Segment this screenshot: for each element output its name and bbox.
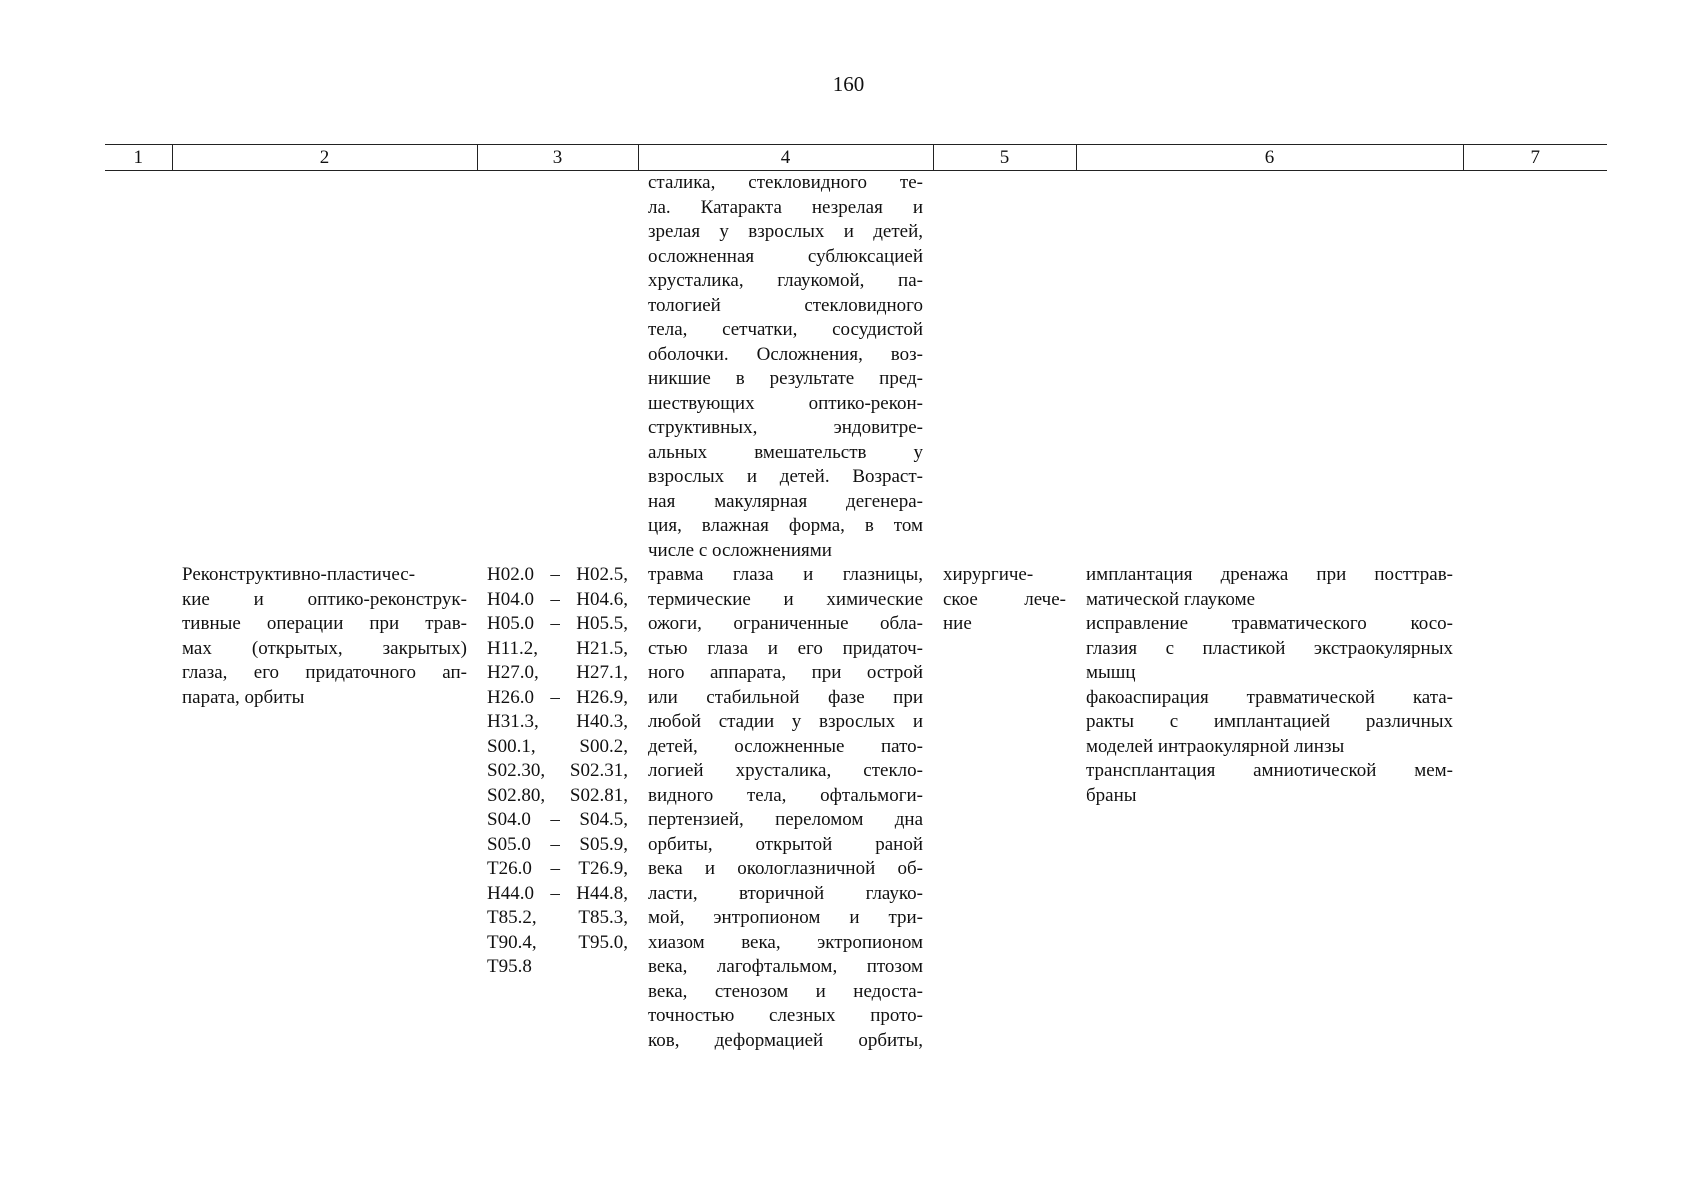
page-number: 160 <box>832 72 865 96</box>
column-header-3: 3 <box>477 145 638 171</box>
row-number-cell <box>105 563 172 1053</box>
column-header-6: 6 <box>1076 145 1463 171</box>
column-number-header-row <box>105 145 1607 171</box>
continuation-col1 <box>105 171 172 564</box>
treatment-methods <box>1076 563 1463 1053</box>
column-header-2: 2 <box>172 145 477 171</box>
icd-codes: H02.0 – H02.5, H04.0 – H04.6, H05.0 – H05.5, H11.2, H21.5, H27.0, H27.1, H26.0 – H26.9, H31.3, H40.3, S00.1, S00.2, S02.30, S02.31, S02.80, S02.81, S04.0 – S04.5, S05.0 – S05.9, T26.0 – T26.9, H44.0 – H44.8, T85.2, T85.3, T90.4, T95.0, T95.8 <box>487 564 628 977</box>
method-item: исправление травматического косо- глазия с пластикой экстраокулярных мышц <box>1086 613 1453 683</box>
method-item: имплантация дренажа при посттрав- матической глаукоме <box>1086 564 1453 610</box>
medical-services-table <box>105 144 1607 1053</box>
column-header-1: 1 <box>105 145 172 171</box>
procedure-group-name: Реконструктивно-пластичес- кие и оптико-реконструк- тивные операции при трав- мах (открытых, закрытых) глаза, его придаточного ап- парата, орбиты <box>182 564 467 708</box>
continuation-row <box>105 171 1607 564</box>
continuation-col5 <box>933 171 1076 564</box>
table-row <box>105 563 1607 1053</box>
column-header-7: 7 <box>1463 145 1607 171</box>
column-header-4: 4 <box>638 145 933 171</box>
continuation-col2 <box>172 171 477 564</box>
column-header-5: 5 <box>933 145 1076 171</box>
continuation-col6 <box>1076 171 1463 564</box>
method-item: факоаспирация травматической ката- ракты с имплантацией различных моделей интраокулярной линзы <box>1086 686 1453 757</box>
treatment-type: хирургиче- ское лече- ние <box>943 564 1066 634</box>
cost-cell <box>1463 563 1607 1053</box>
continuation-col7 <box>1463 171 1607 564</box>
diagnosis-description: травма глаза и глазницы, термические и химические ожоги, ограниченные обла- стью глаза и его придаточ- ного аппарата, при острой или стабильной фазе при любой стадии у взрослых и детей, осложненные пато- логией хрусталика, стекло- видного тела, офтальмоги- пертензией, переломом дна орбиты, открытой раной века и окологлазничной об- ласти, вторичной глауко- мой, энтропионом и три- хиазом века, эктропионом века, лагофтальмом, птозом века, стенозом и недоста- точностью слезных прото- ков, деформацией орбиты, <box>648 564 923 1051</box>
continuation-diagnosis-text: сталика, стекловидного те- ла. Катаракта незрелая и зрелая у взрослых и детей, осложненная сублюксацией хрусталика, глаукомой, па- тологией стекловидного тела, сетчатки, сосудистой оболочки. Осложнения, воз- никшие в результате пред- шествующих оптико-рекон- структивных, эндовитре- альных вмешательств у взрослых и детей. Возраст- ная макулярная дегенера- ция, влажная форма, в том числе с осложнениями <box>648 172 923 561</box>
continuation-col3 <box>477 171 638 564</box>
method-item: трансплантация амниотической мем- браны <box>1086 760 1453 806</box>
